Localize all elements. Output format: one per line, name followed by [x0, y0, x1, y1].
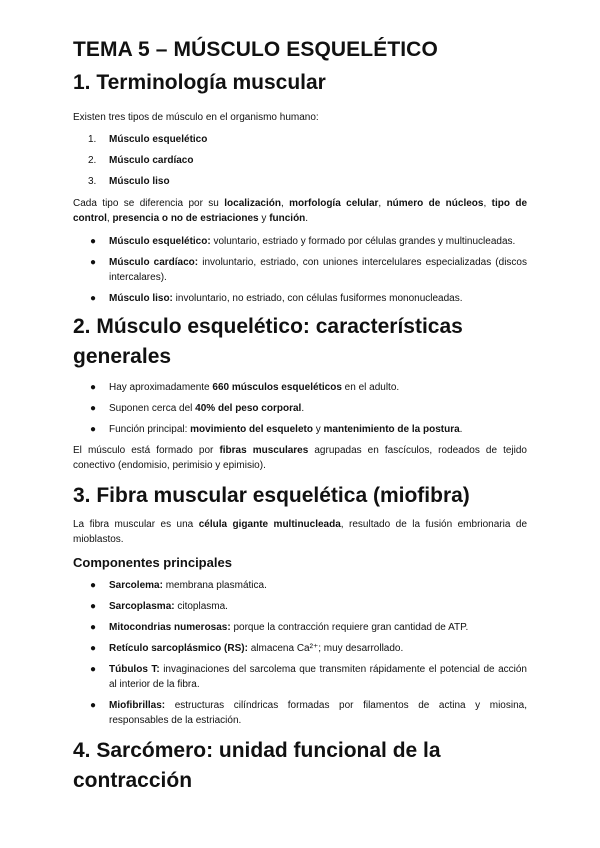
- bullet-icon: ●: [90, 236, 97, 247]
- list-item: [73, 133, 527, 147]
- section-3-heading: 3. Fibra muscular esquelética (miofibra): [73, 484, 470, 507]
- bullet-icon: ●: [90, 257, 97, 268]
- muscle-types-bullets: [73, 234, 527, 306]
- section-1-heading: 1. Terminología muscular: [73, 71, 326, 94]
- section-1-intro: Existen tres tipos de músculo en el organismo humano:: [73, 112, 319, 123]
- bullet-icon: ●: [90, 424, 97, 435]
- list-item: ● Miofibrillas: estructuras cilíndricas formadas por filamentos de actina y miosina, responsables de la estriación.: [90, 700, 527, 726]
- list-item-label: Músculo cardíaco: [109, 155, 194, 166]
- list-item: ● Retículo sarcoplásmico (RS): almacena Ca²⁺; muy desarrollado.: [90, 643, 404, 654]
- section-4-heading: 4. Sarcómero: unidad funcional de la contracción: [73, 739, 441, 792]
- bullet-icon: ●: [90, 643, 97, 654]
- differences-paragraph: Cada tipo se diferencia por su localización, morfología celular, número de núcleos, tipo de control, presencia o no de estriaciones y función.: [73, 198, 528, 224]
- list-number: 3.: [88, 176, 97, 187]
- bullet-icon: ●: [90, 700, 97, 711]
- list-item: ● Mitocondrias numerosas: porque la contracción requiere gran cantidad de ATP.: [90, 622, 469, 633]
- section-2-heading: 2. Músculo esquelético: características generales: [73, 315, 463, 368]
- bullet-icon: ●: [90, 382, 97, 393]
- list-item: ● Músculo esquelético: voluntario, estriado y formado por células grandes y multinucleadas.: [90, 236, 516, 247]
- bullet-icon: ●: [90, 293, 97, 304]
- list-item: [73, 154, 527, 168]
- section-3-paragraph: La fibra muscular es una célula gigante multinucleada, resultado de la fusión embrionaria de mioblastos.: [73, 519, 528, 545]
- list-number: 2.: [88, 155, 97, 166]
- list-item: ● Túbulos T: invaginaciones del sarcolema que transmiten rápidamente el potencial de acción al interior de la fibra.: [90, 664, 527, 690]
- list-item: ● Hay aproximadamente 660 músculos esqueléticos en el adulto.: [90, 382, 400, 393]
- list-number: 1.: [88, 134, 97, 145]
- muscle-types-list: [73, 133, 527, 189]
- bullet-icon: ●: [90, 403, 97, 414]
- bullet-icon: ●: [90, 664, 97, 675]
- list-item: ● Músculo cardíaco: involuntario, estriado, con uniones intercelulares especializadas (discos intercalares).: [90, 257, 527, 283]
- list-item: ● Función principal: movimiento del esqueleto y mantenimiento de la postura.: [90, 424, 463, 435]
- section-2-bullets: [73, 380, 527, 437]
- components-list: [73, 578, 527, 728]
- list-item: ● Suponen cerca del 40% del peso corporal.: [90, 403, 305, 414]
- bullet-icon: ●: [90, 622, 97, 633]
- list-item: ● Sarcolema: membrana plasmática.: [90, 580, 267, 591]
- list-item-label: Músculo liso: [109, 176, 170, 187]
- list-item: ● Músculo liso: involuntario, no estriado, con células fusiformes mononucleadas.: [90, 293, 463, 304]
- bullet-icon: ●: [90, 601, 97, 612]
- list-item: [73, 175, 527, 189]
- list-item-label: Músculo esquelético: [109, 134, 208, 145]
- document-title: TEMA 5 – MÚSCULO ESQUELÉTICO: [73, 38, 438, 61]
- list-item: ● Sarcoplasma: citoplasma.: [90, 601, 228, 612]
- section-2-paragraph: El músculo está formado por fibras musculares agrupadas en fascículos, rodeados de tejido conectivo (endomisio, perimisio y epimisio).: [73, 445, 527, 471]
- bullet-icon: ●: [90, 580, 97, 591]
- components-subheading: Componentes principales: [73, 555, 232, 570]
